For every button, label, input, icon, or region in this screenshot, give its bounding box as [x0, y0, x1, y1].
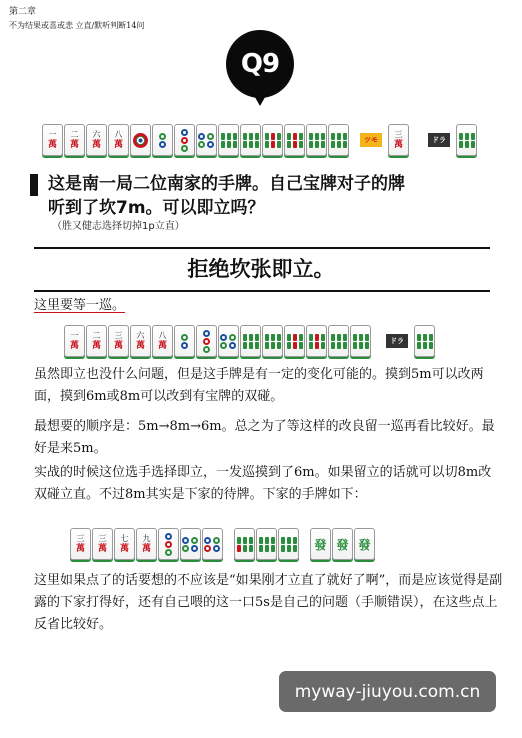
question-badge [226, 30, 294, 98]
tsumo-tile [388, 124, 409, 156]
question-number: Q9 [240, 49, 280, 79]
sou-tile [328, 124, 349, 156]
man-tile [86, 325, 107, 357]
tile-number: 二 [92, 331, 101, 340]
tile-number: 八 [158, 331, 167, 340]
tile-number: 九 [142, 534, 151, 543]
tile-suit: 萬 [69, 341, 79, 351]
sou-tile [262, 124, 283, 156]
pin-circle-icon [133, 133, 148, 148]
pin-dot-icon [165, 549, 172, 556]
pin-dot-icon [165, 541, 172, 548]
pin-dot-icon [159, 141, 166, 148]
chapter-label: 第二章 [9, 7, 37, 17]
tile-number: 三 [394, 130, 403, 139]
tile-number: 八 [114, 130, 123, 139]
hatsu-glyph: 發 [336, 537, 349, 552]
man-tile [64, 325, 85, 357]
sou-tile [240, 325, 261, 357]
pin-2-tile [152, 124, 173, 156]
sou-tile [256, 528, 277, 560]
hatsu-tile [332, 528, 353, 560]
hand-tiles-answer [64, 325, 436, 357]
tile-suit: 萬 [91, 341, 101, 351]
pin-1-tile [130, 124, 151, 156]
tile-number: 一 [70, 331, 79, 340]
sou-tile [328, 325, 349, 357]
tile-suit: 萬 [119, 544, 129, 554]
pin-dot-icon [181, 342, 188, 349]
chapter-subtitle: 不为结果或喜或悲 立直/默听判断14问 [9, 21, 145, 30]
question-bar [30, 174, 38, 196]
hatsu-tile [354, 528, 375, 560]
hand-tiles-shimocha [70, 528, 376, 560]
man-tile [70, 528, 91, 560]
sou-tile [284, 325, 305, 357]
pin-3-tile [158, 528, 179, 560]
question-line-1: 这是南一局二位南家的手牌。自己宝牌对子的牌 [48, 174, 405, 194]
paragraph-5: 这里如果点了的话要想的不应该是“如果刚才立直了就好了啊”，而是应该觉得是副露的下家打得好，还有自己喂的这一口5s是自己的问题（手顺错误），在这些点上反省比较好。 [34, 573, 503, 632]
paragraph-3: 最想要的顺序是：5m→8m→6m。总之为了等这样的改良留一巡再看比较好。最好是来5m。 [34, 419, 495, 456]
tile-suit: 萬 [113, 341, 123, 351]
pin-3-tile [196, 325, 217, 357]
pin-dot-icon [203, 330, 210, 337]
tile-number: 三 [76, 534, 85, 543]
sou-tile [306, 124, 327, 156]
man-tile [130, 325, 151, 357]
pin-4-tile [218, 325, 239, 357]
pin-4-tile [196, 124, 217, 156]
hand-tiles-question [42, 124, 478, 156]
paragraph-1 [34, 295, 504, 317]
tile-suit: 萬 [75, 544, 85, 554]
hatsu-glyph: 發 [358, 537, 371, 552]
pin-dot-icon [181, 145, 188, 152]
sou-tile [234, 528, 255, 560]
man-tile [136, 528, 157, 560]
tile-suit: 萬 [91, 140, 101, 150]
pin-2-tile [174, 325, 195, 357]
tile-suit: 萬 [47, 140, 57, 150]
sou-tile [278, 528, 299, 560]
tsumo-label: ツモ [360, 133, 382, 147]
sou-tile [218, 124, 239, 156]
paragraph-1-text: 这里要等一巡。 [34, 298, 126, 313]
man-tile [108, 124, 129, 156]
tile-suit: 萬 [69, 140, 79, 150]
man-tile [42, 124, 63, 156]
pin-dot-icon [203, 346, 210, 353]
pin-4-tile [180, 528, 201, 560]
man-tile [86, 124, 107, 156]
paragraph-4: 实战的时候这位选手选择即立，一发巡摸到了6m。如果留立的话就可以切8m改双碰立直。不过8m其实是下家的待牌。下家的手牌如下： [34, 465, 492, 502]
pin-dot-icon [181, 129, 188, 136]
divider-bottom [34, 290, 490, 292]
pin-dot-icon [165, 533, 172, 540]
tile-suit: 萬 [393, 140, 403, 150]
sou-tile [350, 325, 371, 357]
dora-indicator-tile [414, 325, 435, 357]
tile-suit: 萬 [97, 544, 107, 554]
pin-dot-icon [181, 137, 188, 144]
tile-number: 六 [92, 130, 101, 139]
hatsu-glyph: 發 [314, 537, 327, 552]
answer-title: 拒绝坎张即立。 [187, 257, 335, 281]
pin-5-tile [202, 528, 223, 560]
question-badge-tail [252, 92, 268, 106]
man-tile [152, 325, 173, 357]
dora-indicator-tile [456, 124, 477, 156]
divider-top [34, 247, 490, 249]
tile-number: 一 [48, 130, 57, 139]
sou-tile [262, 325, 283, 357]
dora-label: ドラ [428, 133, 450, 147]
pin-3-tile [174, 124, 195, 156]
pin-dot-icon [181, 334, 188, 341]
tile-suit: 萬 [135, 341, 145, 351]
dora-label: ドラ [386, 334, 408, 348]
question-line-2: 听到了坎7m。可以即立吗？ [48, 198, 265, 218]
tile-number: 六 [136, 331, 145, 340]
tile-number: 二 [70, 130, 79, 139]
sou-tile [240, 124, 261, 156]
man-tile [64, 124, 85, 156]
man-tile [114, 528, 135, 560]
tile-number: 七 [120, 534, 129, 543]
pin-dot-icon [203, 338, 210, 345]
pin-dot-icon [159, 133, 166, 140]
watermark-badge: myway-jiuyou.com.cn [279, 671, 496, 712]
man-tile [108, 325, 129, 357]
tile-number: 三 [98, 534, 107, 543]
tile-number: 三 [114, 331, 123, 340]
hatsu-tile [310, 528, 331, 560]
tile-suit: 萬 [113, 140, 123, 150]
tile-suit: 萬 [141, 544, 151, 554]
paragraph-2: 虽然即立也没什么问题，但是这手牌是有一定的变化可能的。摸到5m可以改两面，摸到6m或8m可以改到有宝牌的双碰。 [34, 367, 484, 404]
question-note: （胜又健志选择切掉1p立直） [52, 221, 185, 232]
sou-tile [306, 325, 327, 357]
tile-suit: 萬 [157, 341, 167, 351]
sou-tile [284, 124, 305, 156]
man-tile [92, 528, 113, 560]
